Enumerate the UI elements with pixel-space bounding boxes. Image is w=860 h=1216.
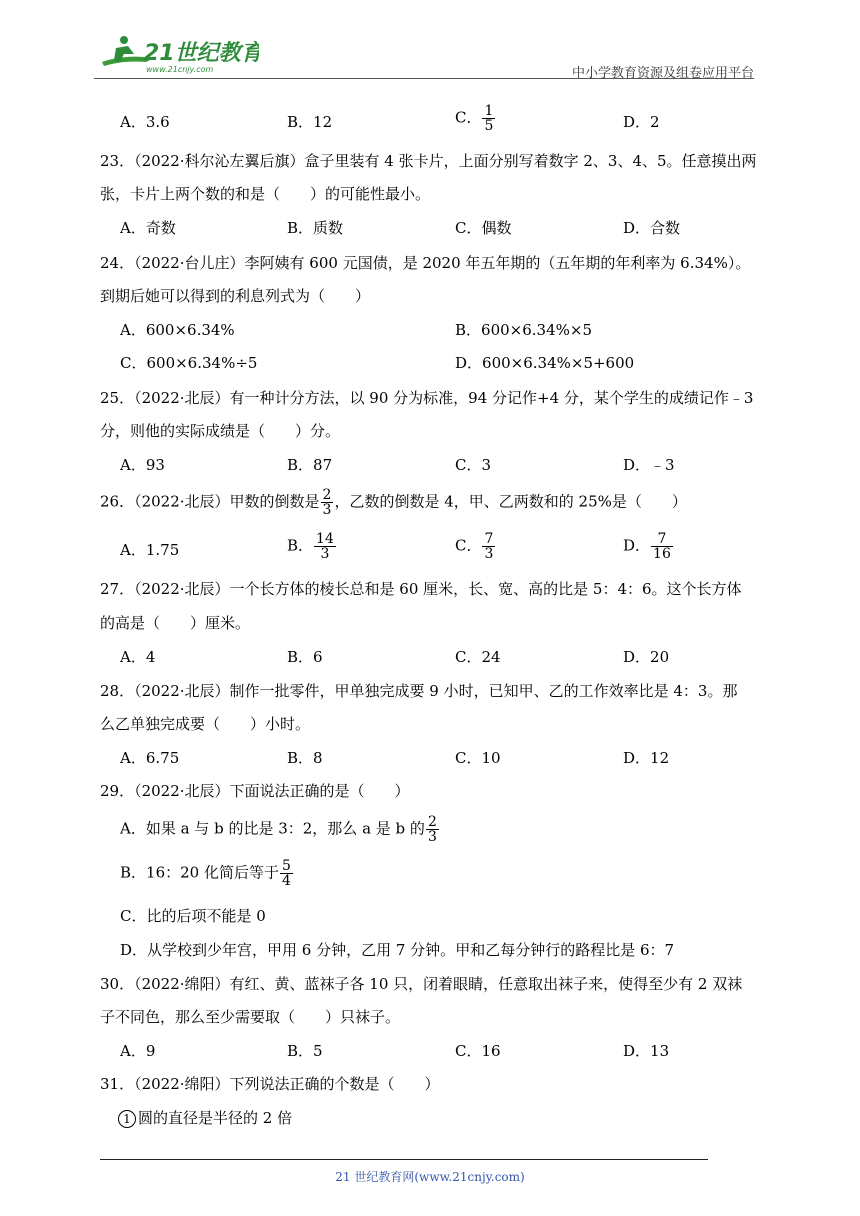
circled-number-icon: 1: [118, 1110, 136, 1128]
q27-stem-line1: 27．（2022·北辰）一个长方体的棱长总和是 60 厘米，长、宽、高的比是 5：4：6。这个长方体: [100, 580, 742, 598]
platform-name: 中小学教育资源及组卷应用平台: [571, 66, 754, 81]
q31-item-1: 1 圆的直径是半径的 2 倍: [118, 1108, 292, 1128]
q27-option-c: C．24: [455, 648, 501, 666]
fraction: $\frac{2}{3}$: [427, 814, 437, 845]
fraction: $\frac{5}{4}$: [281, 858, 291, 889]
q28-option-c: C．10: [455, 749, 501, 767]
q28-stem-line2: 么乙单独完成要（ ）小时。: [100, 715, 311, 733]
q29-option-c: C．比的后项不能是 0: [120, 907, 266, 925]
q27-stem-line2: 的高是（ ）厘米。: [100, 614, 251, 632]
q24-option-b: B．600×6.34%×5: [455, 321, 592, 339]
q24-option-d: D．600×6.34%×5+600: [455, 354, 635, 372]
footer-divider: [100, 1159, 708, 1160]
q23-option-a: A．奇数: [120, 219, 176, 237]
svg-text:www.21cnjy.com: www.21cnjy.com: [146, 65, 214, 74]
fraction: $\frac{7}{16}$: [653, 531, 671, 562]
q31-stem: 31．（2022·绵阳）下列说法正确的个数是（ ）: [100, 1075, 440, 1093]
header-divider: [94, 78, 754, 79]
q26-stem: 26．（2022·北辰）甲数的倒数是 $\frac{2}{3}$ ，乙数的倒数是 4，甲、乙两数和的 25%是（ ）: [100, 487, 687, 518]
logo-icon: [94, 32, 259, 78]
q24-option-c: C．600×6.34%÷5: [120, 354, 258, 372]
q29-option-a: A．如果 a 与 b 的比是 3：2，那么 a 是 b 的 $\frac{2}{3}$: [120, 814, 437, 845]
q23-option-c: C．偶数: [455, 219, 512, 237]
q30-stem-line2: 子不同色，那么至少需要取（ ）只袜子。: [100, 1008, 401, 1026]
q26-option-a: A．1.75: [120, 541, 180, 559]
fraction: $\frac{14}{3}$: [316, 531, 334, 562]
q24-option-a: A．600×6.34%: [120, 321, 235, 339]
q30-option-a: A．9: [120, 1042, 156, 1060]
fraction: $\frac{1}{5}$: [484, 103, 494, 134]
q25-option-a: A．93: [120, 456, 165, 474]
q22-option-d: D．2: [623, 113, 660, 131]
q22-option-b: B．12: [287, 113, 333, 131]
q23-option-b: B．质数: [287, 219, 344, 237]
q26-option-c: C． $\frac{7}{3}$: [455, 531, 494, 562]
q30-option-b: B．5: [287, 1042, 323, 1060]
q23-option-d: D．合数: [623, 219, 681, 237]
q22-option-c: C． $\frac{1}{5}$: [455, 103, 494, 134]
q29-option-d: D．从学校到少年宫，甲用 6 分钟，乙用 7 分钟。甲和乙每分钟行的路程比是 6：7: [120, 941, 675, 959]
q25-stem-line2: 分，则他的实际成绩是（ ）分。: [100, 422, 341, 440]
fraction: $\frac{2}{3}$: [322, 487, 332, 518]
q25-stem-line1: 25．（2022·北辰）有一种计分方法，以 90 分为标准，94 分记作+4 分，某个学生的成绩记作﹣3: [100, 389, 754, 407]
q28-option-b: B．8: [287, 749, 323, 767]
q24-stem-line2: 到期后她可以得到的利息列式为（ ）: [100, 287, 371, 305]
fraction: $\frac{7}{3}$: [484, 531, 494, 562]
q30-option-d: D．13: [623, 1042, 670, 1060]
q22-option-a: A．3.6: [120, 113, 170, 131]
q24-stem-line1: 24．（2022·台儿庄）李阿姨有 600 元国债，是 2020 年五年期的（五年期的年利率为 6.34%）。: [100, 254, 751, 272]
site-logo[interactable]: [94, 32, 259, 78]
q29-stem: 29．（2022·北辰）下面说法正确的是（ ）: [100, 782, 410, 800]
svg-text:21世纪教育: 21世纪教育: [144, 41, 259, 66]
q27-option-d: D．20: [623, 648, 670, 666]
q26-option-d: D． $\frac{7}{16}$: [623, 531, 671, 562]
q30-stem-line1: 30．（2022·绵阳）有红、黄、蓝袜子各 10 只，闭着眼睛，任意取出袜子来，使得至少有 2 双袜: [100, 975, 743, 993]
q27-option-a: A．4: [120, 648, 156, 666]
footer-link[interactable]: 21 世纪教育网(www.21cnjy.com): [335, 1170, 525, 1184]
q27-option-b: B．6: [287, 648, 323, 666]
q25-option-d: D．﹣3: [623, 456, 675, 474]
q30-option-c: C．16: [455, 1042, 501, 1060]
q23-stem-line1: 23．（2022·科尔沁左翼后旗）盒子里装有 4 张卡片，上面分别写着数字 2、3、4、5。任意摸出两: [100, 152, 757, 170]
q28-option-a: A．6.75: [120, 749, 180, 767]
q28-option-d: D．12: [623, 749, 670, 767]
q26-option-b: B． $\frac{14}{3}$: [287, 531, 334, 562]
q29-option-b: B．16：20 化简后等于 $\frac{5}{4}$: [120, 858, 291, 889]
q23-stem-line2: 张，卡片上两个数的和是（ ）的可能性最小。: [100, 185, 431, 203]
q25-option-c: C．3: [455, 456, 492, 474]
q25-option-b: B．87: [287, 456, 333, 474]
q28-stem-line1: 28．（2022·北辰）制作一批零件，甲单独完成要 9 小时，已知甲、乙的工作效率比是 4：3。那: [100, 682, 738, 700]
